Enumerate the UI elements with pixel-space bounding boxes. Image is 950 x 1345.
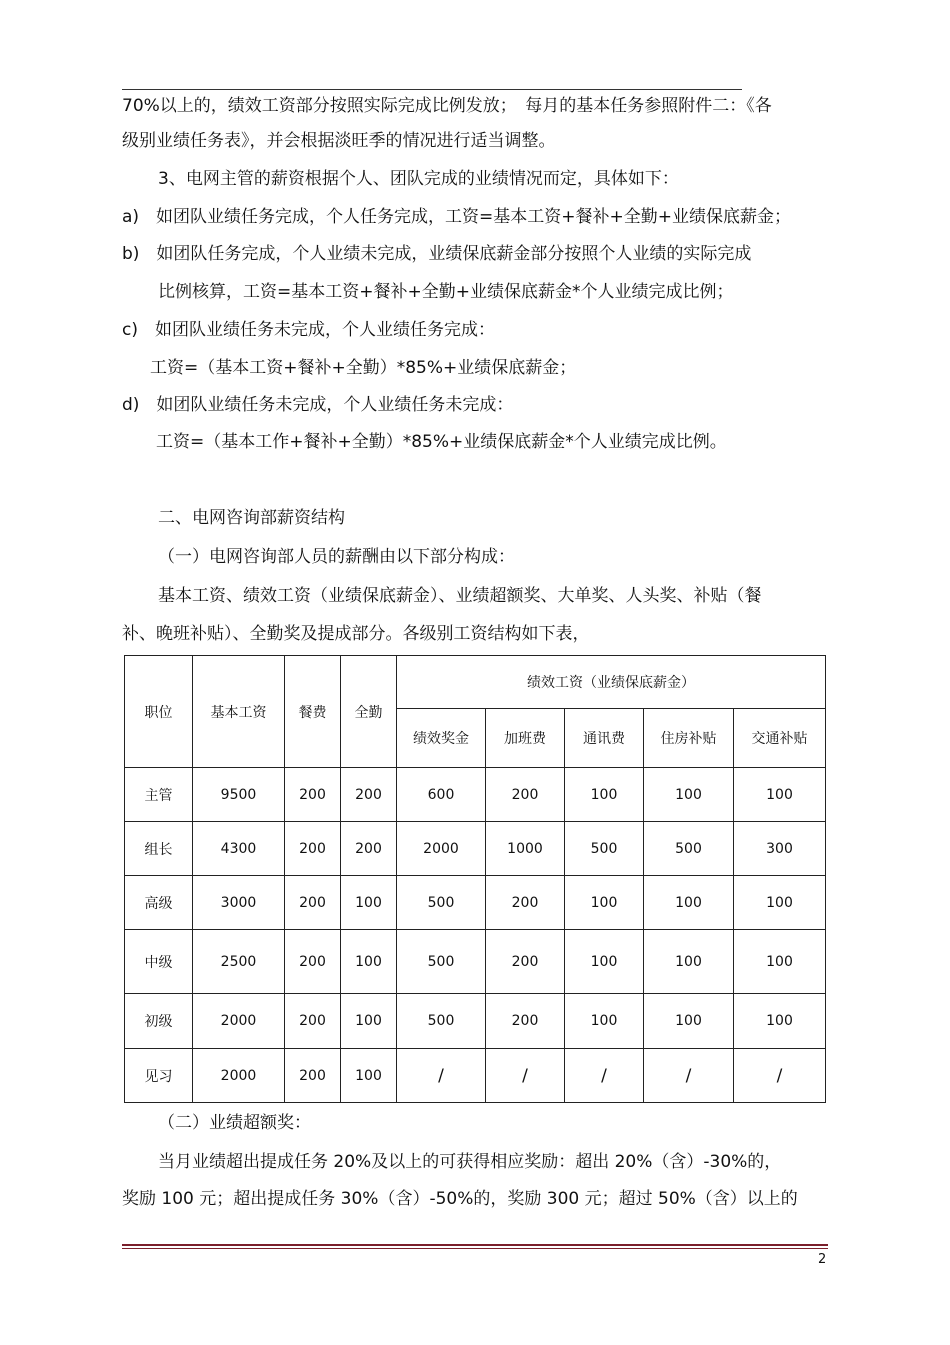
table-cell: 100	[644, 994, 734, 1049]
table-cell: 100	[565, 994, 644, 1049]
table-cell: 500	[644, 822, 734, 876]
subsection-heading: （一）电网咨询部人员的薪酬由以下部分构成：	[158, 547, 515, 567]
table-cell: 200	[486, 930, 565, 994]
table-row	[125, 768, 826, 822]
table-row	[125, 1049, 826, 1103]
header-attendance: 全勤	[341, 656, 397, 768]
table-cell: 100	[565, 930, 644, 994]
table-cell: 100	[341, 1049, 397, 1103]
table-cell: 2000	[397, 822, 486, 876]
table-cell: 组长	[125, 822, 193, 876]
header-meal: 餐费	[285, 656, 341, 768]
table-cell: 3000	[193, 876, 285, 930]
table-cell: 200	[341, 822, 397, 876]
header-bonus: 绩效奖金	[397, 709, 486, 768]
page-number: 2	[818, 1252, 827, 1267]
footer-rule	[122, 1244, 828, 1246]
table-cell: 200	[285, 768, 341, 822]
table-cell: 主管	[125, 768, 193, 822]
table-cell: 100	[734, 876, 826, 930]
formula-line: 工资=（基本工作+餐补+全勤）*85%+业绩保底薪金*个人业绩完成比例。	[156, 432, 727, 452]
table-cell: 200	[285, 930, 341, 994]
table-cell: 300	[734, 822, 826, 876]
table-cell: 2000	[193, 994, 285, 1049]
table-cell: 100	[734, 768, 826, 822]
paragraph-line: 基本工资、绩效工资（业绩保底薪金）、业绩超额奖、大单奖、人头奖、补贴（餐	[158, 586, 762, 606]
table-cell: 500	[397, 930, 486, 994]
table-cell: 4300	[193, 822, 285, 876]
list-item-c: c) 如团队业绩任务未完成，个人业绩任务完成：	[122, 320, 495, 340]
header-base-salary: 基本工资	[193, 656, 285, 768]
table-cell: /	[486, 1049, 565, 1103]
table-cell: 高级	[125, 876, 193, 930]
header-phone: 通讯费	[565, 709, 644, 768]
table-cell: 100	[341, 876, 397, 930]
table-cell: 100	[341, 994, 397, 1049]
table-row	[125, 930, 826, 994]
table-cell: 100	[565, 768, 644, 822]
salary-structure-table	[124, 655, 826, 1103]
paragraph-line: 当月业绩超出提成任务 20%及以上的可获得相应奖励：超出 20%（含）-30%的，	[158, 1152, 782, 1172]
table-cell: /	[397, 1049, 486, 1103]
formula-line: 工资=（基本工资+餐补+全勤）*85%+业绩保底薪金；	[150, 358, 577, 378]
header-position: 职位	[125, 656, 193, 768]
section-heading: 二、电网咨询部薪资结构	[158, 508, 345, 528]
table-row	[125, 822, 826, 876]
table-cell: 9500	[193, 768, 285, 822]
table-cell: 100	[644, 768, 734, 822]
table-cell: 200	[486, 994, 565, 1049]
table-cell: 见习	[125, 1049, 193, 1103]
table-cell: 200	[285, 822, 341, 876]
table-cell: 500	[565, 822, 644, 876]
footer-rule	[122, 1248, 828, 1249]
table-cell: 500	[397, 876, 486, 930]
header-overtime: 加班费	[486, 709, 565, 768]
paragraph-line: 3、电网主管的薪资根据个人、团队完成的业绩情况而定，具体如下：	[158, 169, 679, 189]
table-cell: 200	[285, 994, 341, 1049]
table-cell: 100	[734, 930, 826, 994]
paragraph-line: 70%以上的，绩效工资部分按照实际完成比例发放； 每月的基本任务参照附件二：《各	[122, 96, 772, 116]
table-cell: 2000	[193, 1049, 285, 1103]
table-cell: 1000	[486, 822, 565, 876]
paragraph-line: 奖励 100 元；超出提成任务 30%（含）-50%的，奖励 300 元；超过 50%（含）以上的	[122, 1189, 798, 1209]
table-cell: /	[565, 1049, 644, 1103]
list-item-d: d) 如团队业绩任务未完成，个人业绩任务未完成：	[122, 395, 514, 415]
table-cell: 100	[644, 930, 734, 994]
list-item-a: a) 如团队业绩任务完成，个人任务完成，工资=基本工资+餐补+全勤+业绩保底薪金；	[122, 207, 792, 227]
header-transport: 交通补贴	[734, 709, 826, 768]
table-cell: 2500	[193, 930, 285, 994]
paragraph-line: 比例核算，工资=基本工资+餐补+全勤+业绩保底薪金*个人业绩完成比例；	[158, 282, 734, 302]
table-cell: /	[734, 1049, 826, 1103]
paragraph-line: 级别业绩任务表》，并会根据淡旺季的情况进行适当调整。	[122, 131, 556, 151]
table-cell: 100	[565, 876, 644, 930]
table-cell: 200	[341, 768, 397, 822]
table-cell: 中级	[125, 930, 193, 994]
header-performance-group: 绩效工资（业绩保底薪金）	[397, 656, 826, 709]
table-cell: 200	[285, 1049, 341, 1103]
table-cell: 100	[644, 876, 734, 930]
table-cell: 200	[486, 876, 565, 930]
table-row	[125, 876, 826, 930]
paragraph-line: 补、晚班补贴）、全勤奖及提成部分。各级别工资结构如下表，	[122, 624, 590, 644]
table-cell: 500	[397, 994, 486, 1049]
table-cell: 100	[341, 930, 397, 994]
table-cell: 600	[397, 768, 486, 822]
table-cell: 100	[734, 994, 826, 1049]
header-housing: 住房补贴	[644, 709, 734, 768]
table-cell: 初级	[125, 994, 193, 1049]
table-cell: 200	[486, 768, 565, 822]
table-cell: /	[644, 1049, 734, 1103]
table-row	[125, 994, 826, 1049]
table-cell: 200	[285, 876, 341, 930]
list-item-b: b) 如团队任务完成，个人业绩未完成，业绩保底薪金部分按照个人业绩的实际完成	[122, 244, 752, 264]
header-rule	[122, 89, 742, 90]
subsection-heading: （二）业绩超额奖：	[158, 1113, 311, 1133]
